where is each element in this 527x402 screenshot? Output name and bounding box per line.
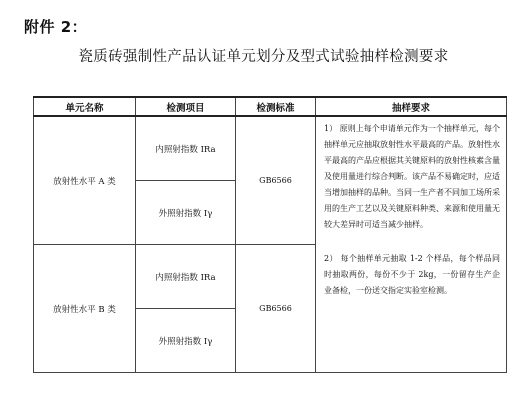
sampling-requirement-cell: [316, 116, 507, 373]
test-item-cell: 外照射指数 Iγ: [136, 309, 236, 373]
unit-name-cell: 放射性水平 A 类: [34, 116, 136, 245]
test-item-cell: 内照射指数 IRa: [136, 116, 236, 181]
header-test-standard: 检测标准: [236, 97, 316, 116]
unit-name-cell: 放射性水平 B 类: [34, 245, 136, 373]
header-sampling-requirement: 抽样要求: [316, 97, 507, 116]
header-unit-name: 单元名称: [34, 97, 136, 116]
attachment-label: 附件 2：: [24, 18, 88, 36]
sampling-table: [33, 96, 507, 373]
table-row: [34, 116, 507, 181]
header-test-item: 检测项目: [136, 97, 236, 116]
page-title: 瓷质砖强制性产品认证单元划分及型式试验抽样检测要求: [78, 49, 449, 65]
test-standard-cell: GB6566: [236, 116, 316, 245]
test-standard-cell: GB6566: [236, 245, 316, 373]
requirement-paragraph-1: 1） 原则上每个申请单元作为一个抽样单元，每个抽样单元应抽取放射性水平最高的产品。放射性水平最高的产品应根据其关键原料的放射性核素含量及使用量进行综合判断。该产品不易确定时，应适当增加抽样的品种。当同一生产者不同加工场所采用的生产工艺以及关键原料种类、来源和使用量无较大差异时可适当减少抽样。: [324, 124, 500, 229]
test-item-cell: 外照射指数 Iγ: [136, 181, 236, 245]
requirement-paragraph-2: 2） 每个抽样单元抽取 1-2 个样品，每个样品同时抽取两份，每份不少于 2kg，一份留存生产企业备检，一份送交指定实验室检测。: [324, 254, 500, 295]
table-header-row: [34, 97, 507, 116]
test-item-cell: 内照射指数 IRa: [136, 245, 236, 309]
